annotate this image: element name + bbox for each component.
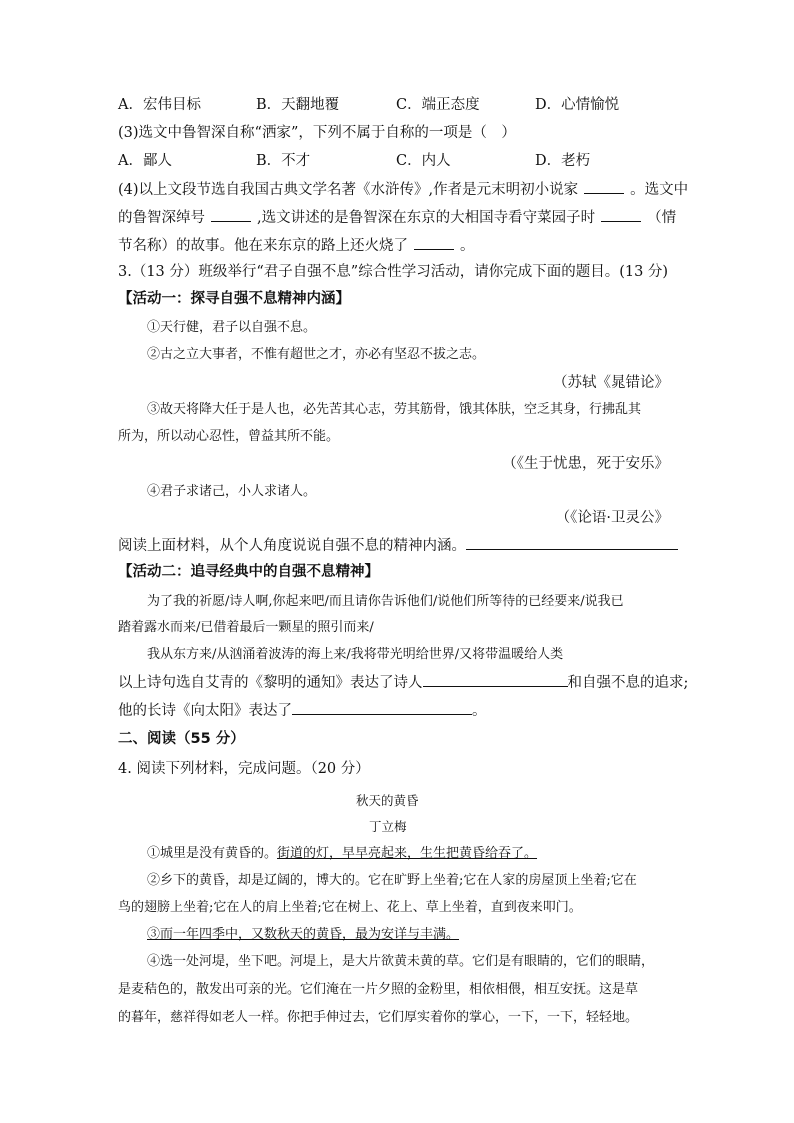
task-2-line2: 他的长诗《向太阳》表达了 。 — [118, 700, 487, 721]
activity2-title: 【活动二：追寻经典中的自强不息精神】 — [118, 563, 379, 580]
option-a[interactable]: A．鄙人 — [118, 153, 172, 169]
q2-3-stem: (3)选文中鲁智深自称“洒家”，下列不属于自称的一项是（ ） — [118, 125, 516, 141]
paragraph-2b: 鸟的翅膀上坐着;它在人的肩上坐着;它在树上、花上、草上坐着，直到夜来叩门。 — [118, 900, 582, 915]
option-c[interactable]: C．内人 — [396, 153, 451, 169]
quote-3a: ③故天将降大任于是人也，必先苦其心志，劳其筋骨，饿其体肤，空乏其身，行拂乱其 — [147, 402, 642, 417]
option-d[interactable]: D．心情愉悦 — [535, 97, 620, 113]
option-a[interactable]: A．宏伟目标 — [118, 97, 201, 113]
answer-blank[interactable] — [414, 235, 454, 250]
quote-4: ④君子求诸己，小人求诸人。 — [147, 484, 317, 499]
article-title: 秋天的黄昏 — [356, 793, 419, 808]
source-4: （《论语·卫灵公》 — [555, 510, 669, 526]
option-c[interactable]: C．端正态度 — [396, 97, 480, 113]
paragraph-2a: ②乡下的黄昏，却是辽阔的，博大的。它在旷野上坐着;它在人家的房屋顶上坐着;它在 — [147, 873, 637, 888]
poem-line-2: 踏着露水而来/已借着最后一颗星的照引而来/ — [118, 620, 374, 635]
paragraph-3: ③而一年四季中，又数秋天的黄昏，最为安详与丰满。 — [147, 927, 460, 942]
quote-3b: 所为，所以动心忍性，曾益其所不能。 — [118, 429, 340, 444]
quote-1: ①天行健，君子以自强不息。 — [147, 320, 317, 335]
answer-blank[interactable] — [584, 179, 624, 194]
paragraph-4c: 的暮年，慈祥得如老人一样。你把手伸过去，它们厚实着你的掌心，一下，一下，轻轻地。 — [118, 1010, 639, 1025]
source-2: （苏轼《晁错论》 — [553, 375, 669, 391]
answer-blank[interactable] — [292, 700, 472, 715]
answer-blank[interactable] — [423, 672, 568, 687]
task-1: 阅读上面材料，从个人角度说说自强不息的精神内涵。 — [118, 535, 678, 556]
poem-line-1: 为了我的祈愿/诗人啊,你起来吧/而且请你告诉他们/说他们所等待的已经要来/说我已 — [147, 594, 624, 609]
option-b[interactable]: B．不才 — [256, 153, 311, 169]
task-2-line1: 以上诗句选自艾青的《黎明的通知》表达了诗人 和自强不息的追求; — [118, 672, 688, 693]
q4-stem: 4. 阅读下列材料，完成问题。（20 分） — [118, 761, 370, 777]
answer-blank[interactable] — [601, 207, 641, 222]
poem-line-3: 我从东方来/从汹涌着波涛的海上来/我将带光明给世界/又将带温暖给人类 — [147, 647, 564, 662]
answer-blank[interactable] — [466, 535, 678, 550]
q2-4-line3: 节名称）的故事。他在来东京的路上还火烧了 。 — [118, 235, 475, 256]
answer-blank[interactable] — [211, 207, 251, 222]
q2-4-line1: (4)以上文段节选自我国古典文学名著《水浒传》,作者是元末明初小说家 。选文中 — [118, 179, 688, 200]
section-2-title: 二、阅读（55 分） — [118, 731, 245, 747]
q3-stem: 3.（13 分）班级举行“君子自强不息”综合性学习活动，请你完成下面的题目。(13 分) — [118, 264, 669, 280]
q2-4-line2: 的鲁智深绰号 ,选文讲述的是鲁智深在东京的大相国寺看守菜园子时 （情 — [118, 207, 676, 228]
paragraph-4b: 是麦秸色的，散发出可亲的光。它们淹在一片夕照的金粉里，相依相偎，相互安抚。这是草 — [118, 982, 639, 997]
paragraph-1: ①城里是没有黄昏的。街道的灯，早早亮起来，生生把黄昏给吞了。 — [147, 846, 538, 861]
activity1-title: 【活动一：探寻自强不息精神内涵】 — [118, 290, 350, 307]
article-author: 丁立梅 — [369, 819, 407, 834]
quote-2: ②古之立大事者，不惟有超世之才，亦必有坚忍不拔之志。 — [147, 347, 486, 362]
source-3: （《生于忧患，死于安乐》 — [502, 456, 669, 472]
option-b[interactable]: B．天翻地覆 — [256, 97, 340, 113]
paragraph-4a: ④选一处河堤，坐下吧。河堤上，是大片欲黄未黄的草。它们是有眼睛的，它们的眼睛， — [147, 954, 655, 969]
option-d[interactable]: D．老朽 — [535, 153, 591, 169]
